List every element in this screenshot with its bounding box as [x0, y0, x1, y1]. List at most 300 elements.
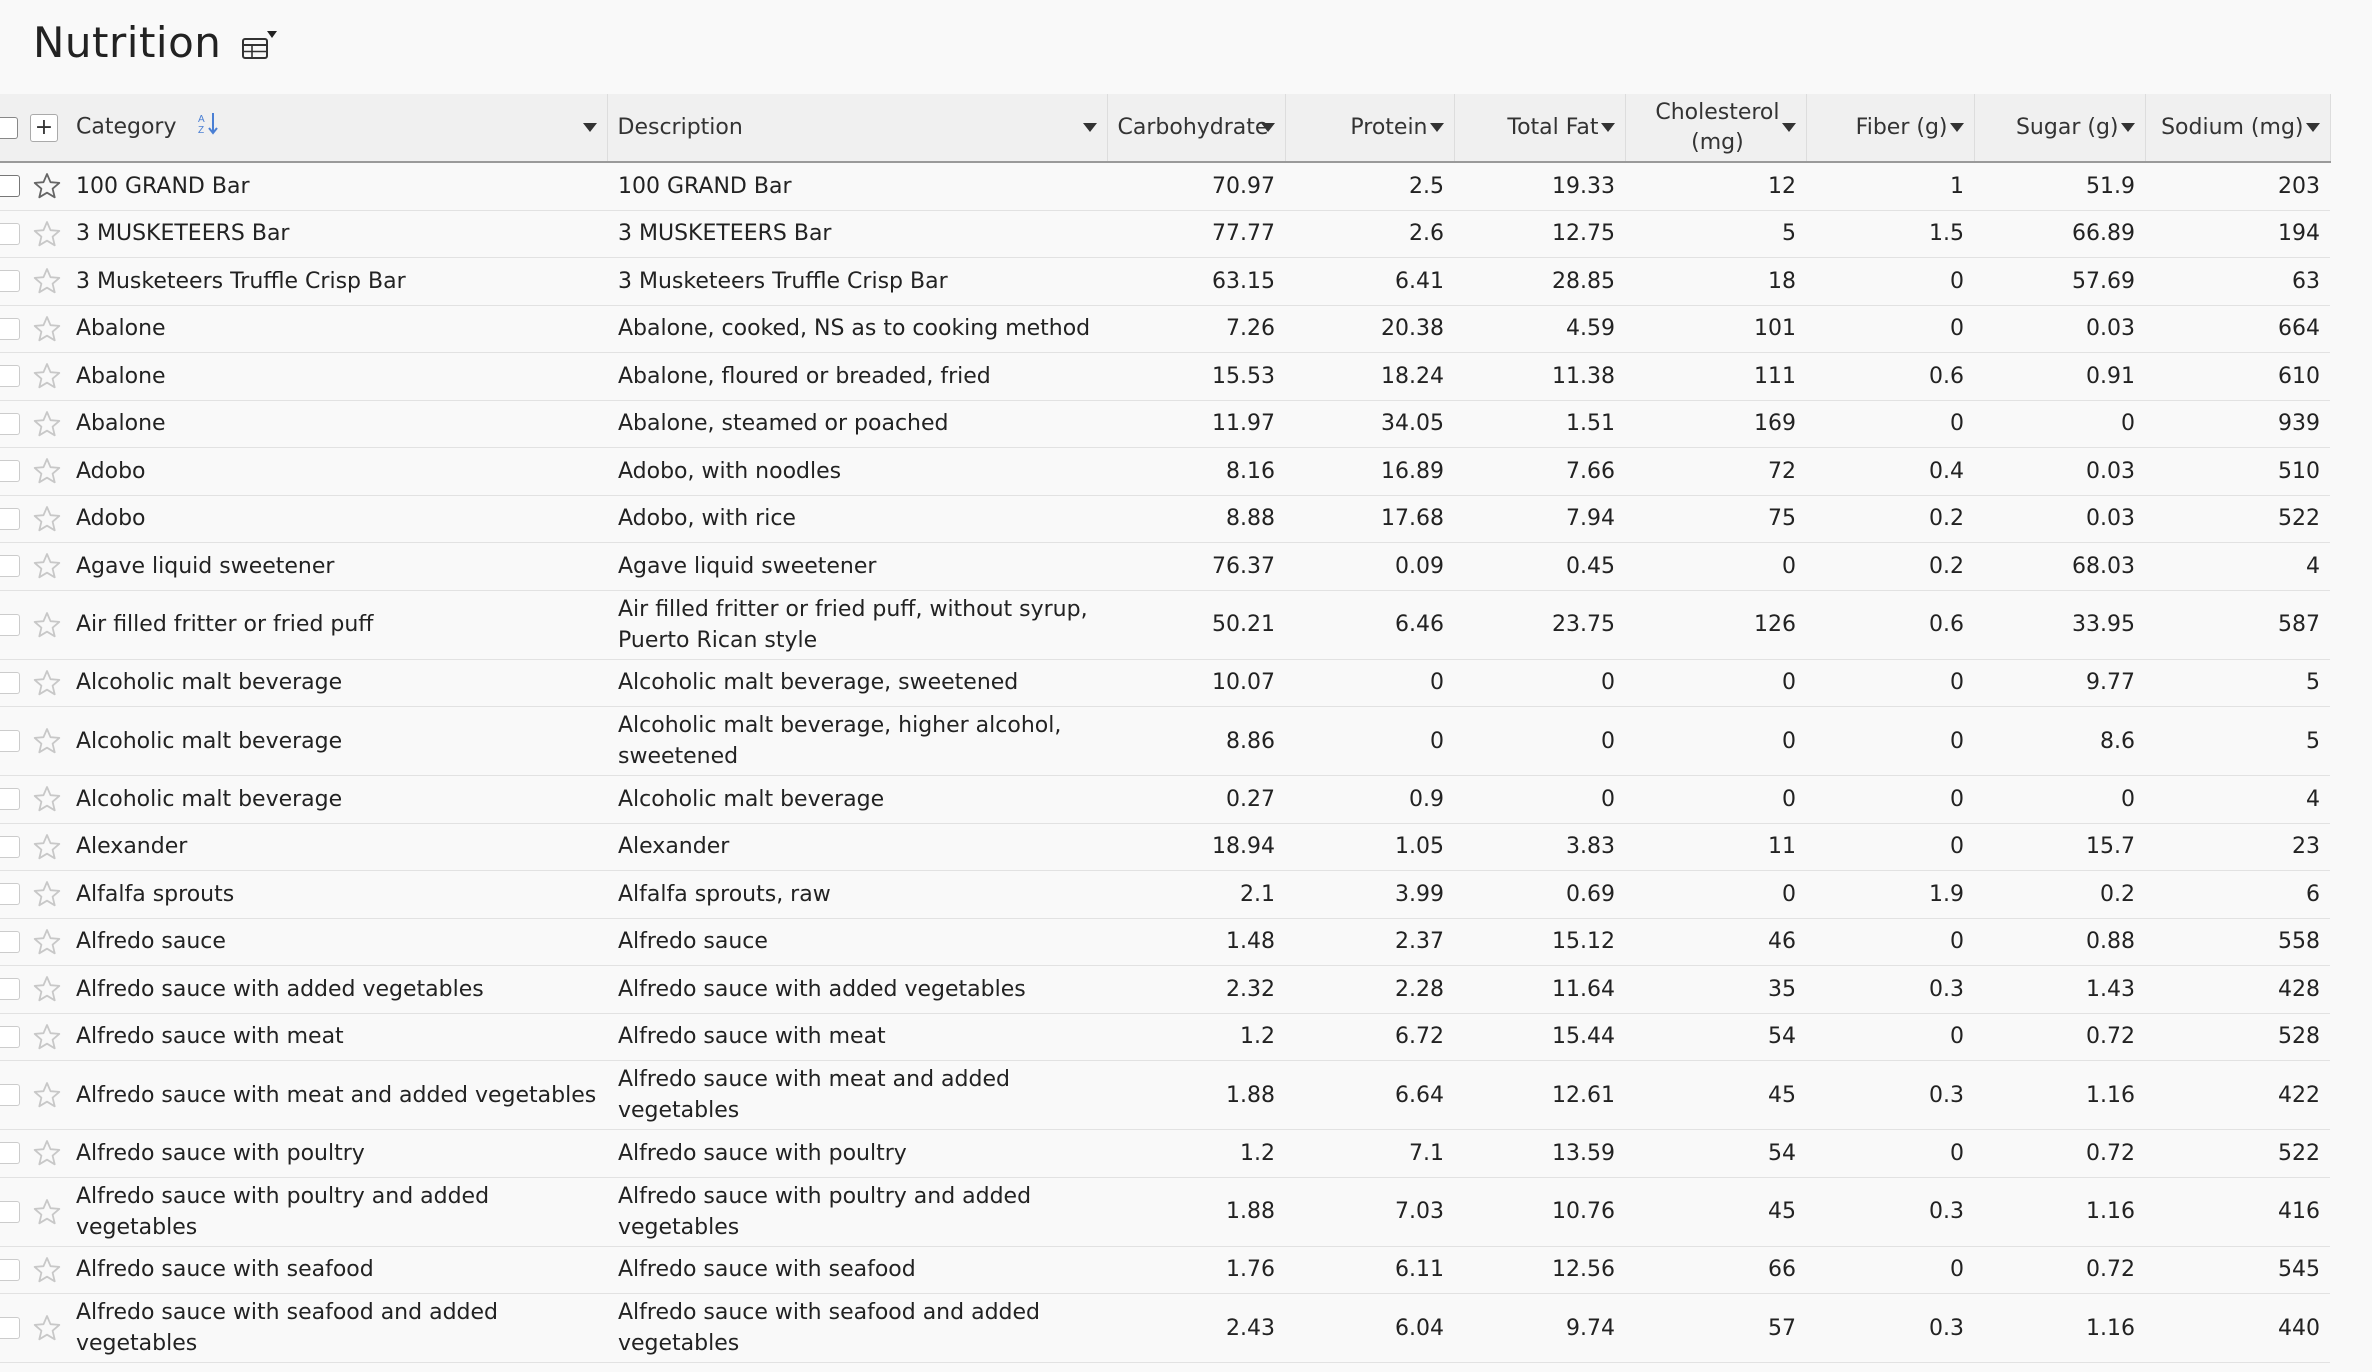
row-checkbox[interactable]	[0, 555, 20, 577]
cell-description[interactable]: Agave liquid sweetener	[607, 543, 1107, 591]
cell-sugar[interactable]: 0.91	[1974, 353, 2145, 401]
cell-total-fat[interactable]: 15.44	[1454, 1013, 1625, 1061]
cell-description[interactable]: 3 Musketeers Truffle Crisp Bar	[607, 258, 1107, 306]
cell-category[interactable]: Alcoholic malt beverage	[66, 776, 607, 824]
star-icon[interactable]	[32, 610, 62, 640]
cell-category[interactable]: Abalone	[66, 353, 607, 401]
cell-sugar[interactable]: 66.89	[1974, 210, 2145, 258]
cell-category[interactable]: Alcoholic malt beverage	[66, 707, 607, 776]
row-select-cell[interactable]	[0, 448, 26, 496]
cell-total-fat[interactable]: 13.59	[1454, 1130, 1625, 1178]
row-select-cell[interactable]	[0, 1177, 26, 1246]
cell-sugar[interactable]: 15.7	[1974, 823, 2145, 871]
cell-cholesterol[interactable]: 45	[1625, 1061, 1806, 1130]
cell-carbohydrate[interactable]: 70.97	[1107, 162, 1285, 210]
cell-sodium[interactable]: 5	[2145, 707, 2330, 776]
cell-carbohydrate[interactable]: 7.26	[1107, 305, 1285, 353]
row-star-cell[interactable]	[26, 353, 66, 401]
column-menu-category-icon[interactable]	[583, 123, 597, 132]
row-checkbox[interactable]	[0, 270, 20, 292]
row-star-cell[interactable]	[26, 1246, 66, 1294]
cell-cholesterol[interactable]: 54	[1625, 1013, 1806, 1061]
star-icon[interactable]	[32, 1080, 62, 1110]
row-star-cell[interactable]	[26, 1177, 66, 1246]
table-row[interactable]	[0, 966, 2330, 1014]
table-row[interactable]	[0, 1061, 2330, 1130]
star-icon[interactable]	[32, 361, 62, 391]
cell-category[interactable]: Alcoholic malt beverage	[66, 659, 607, 707]
cell-protein[interactable]: 6.72	[1285, 1013, 1454, 1061]
row-select-cell[interactable]	[0, 1294, 26, 1363]
cell-total-fat[interactable]: 12.75	[1454, 210, 1625, 258]
table-row[interactable]	[0, 305, 2330, 353]
cell-fiber[interactable]: 0	[1806, 400, 1974, 448]
row-select-cell[interactable]	[0, 400, 26, 448]
cell-fiber[interactable]: 1.5	[1806, 210, 1974, 258]
star-icon[interactable]	[32, 1313, 62, 1343]
row-select-cell[interactable]	[0, 495, 26, 543]
row-select-cell[interactable]	[0, 966, 26, 1014]
cell-protein[interactable]: 1.05	[1285, 823, 1454, 871]
cell-fiber[interactable]: 0.2	[1806, 543, 1974, 591]
cell-description[interactable]: Alfredo sauce with seafood	[607, 1246, 1107, 1294]
row-select-cell[interactable]	[0, 1061, 26, 1130]
cell-category[interactable]: 3 MUSKETEERS Bar	[66, 210, 607, 258]
cell-category[interactable]: Alfredo sauce with meat	[66, 1013, 607, 1061]
cell-protein[interactable]: 7.03	[1285, 1177, 1454, 1246]
cell-cholesterol[interactable]: 126	[1625, 590, 1806, 659]
cell-sodium[interactable]: 522	[2145, 495, 2330, 543]
row-checkbox[interactable]	[0, 730, 20, 752]
row-checkbox[interactable]	[0, 672, 20, 694]
row-select-cell[interactable]	[0, 1246, 26, 1294]
cell-cholesterol[interactable]: 35	[1625, 966, 1806, 1014]
cell-description[interactable]: Adobo, with rice	[607, 495, 1107, 543]
row-star-cell[interactable]	[26, 966, 66, 1014]
row-star-cell[interactable]	[26, 918, 66, 966]
cell-sodium[interactable]: 428	[2145, 966, 2330, 1014]
cell-cholesterol[interactable]: 72	[1625, 448, 1806, 496]
table-row[interactable]	[0, 823, 2330, 871]
cell-description[interactable]: 3 MUSKETEERS Bar	[607, 210, 1107, 258]
star-icon[interactable]	[32, 879, 62, 909]
cell-cholesterol[interactable]: 11	[1625, 823, 1806, 871]
cell-fiber[interactable]: 0	[1806, 823, 1974, 871]
cell-sugar[interactable]: 9.77	[1974, 659, 2145, 707]
cell-fiber[interactable]: 0.6	[1806, 590, 1974, 659]
cell-total-fat[interactable]: 12.56	[1454, 1246, 1625, 1294]
cell-fiber[interactable]: 0	[1806, 776, 1974, 824]
row-select-cell[interactable]	[0, 823, 26, 871]
star-icon[interactable]	[32, 504, 62, 534]
cell-category[interactable]: Abalone	[66, 400, 607, 448]
cell-total-fat[interactable]: 28.85	[1454, 258, 1625, 306]
table-row[interactable]	[0, 1130, 2330, 1178]
table-row[interactable]	[0, 448, 2330, 496]
row-checkbox[interactable]	[0, 318, 20, 340]
cell-fiber[interactable]: 0.2	[1806, 495, 1974, 543]
star-icon[interactable]	[32, 974, 62, 1004]
row-select-cell[interactable]	[0, 305, 26, 353]
cell-protein[interactable]: 7.1	[1285, 1130, 1454, 1178]
row-star-cell[interactable]	[26, 1013, 66, 1061]
cell-sodium[interactable]: 545	[2145, 1246, 2330, 1294]
row-select-cell[interactable]	[0, 258, 26, 306]
table-row[interactable]	[0, 590, 2330, 659]
cell-total-fat[interactable]: 15.12	[1454, 918, 1625, 966]
row-star-cell[interactable]	[26, 590, 66, 659]
cell-description[interactable]: Alfredo sauce with seafood and added vegetables	[607, 1294, 1107, 1363]
column-menu-sugar-icon[interactable]	[2121, 123, 2135, 132]
cell-protein[interactable]: 3.99	[1285, 871, 1454, 919]
table-row[interactable]	[0, 707, 2330, 776]
cell-cholesterol[interactable]: 101	[1625, 305, 1806, 353]
row-star-cell[interactable]	[26, 400, 66, 448]
cell-protein[interactable]: 6.41	[1285, 258, 1454, 306]
cell-protein[interactable]: 6.04	[1285, 1294, 1454, 1363]
cell-carbohydrate[interactable]: 1.88	[1107, 1177, 1285, 1246]
cell-cholesterol[interactable]: 0	[1625, 776, 1806, 824]
cell-sodium[interactable]: 528	[2145, 1013, 2330, 1061]
add-column-button[interactable]: +	[30, 114, 58, 142]
cell-cholesterol[interactable]: 111	[1625, 353, 1806, 401]
star-icon[interactable]	[32, 1022, 62, 1052]
cell-total-fat[interactable]: 10.76	[1454, 1177, 1625, 1246]
cell-cholesterol[interactable]: 12	[1625, 162, 1806, 210]
row-checkbox[interactable]	[0, 508, 20, 530]
cell-sugar[interactable]: 1.43	[1974, 966, 2145, 1014]
cell-total-fat[interactable]: 0	[1454, 707, 1625, 776]
cell-sodium[interactable]: 416	[2145, 1177, 2330, 1246]
cell-description[interactable]: Alfalfa sprouts, raw	[607, 871, 1107, 919]
table-row[interactable]	[0, 210, 2330, 258]
column-header-carbohydrate[interactable]	[1107, 94, 1285, 162]
cell-category[interactable]: 3 Musketeers Truffle Crisp Bar	[66, 258, 607, 306]
column-menu-description-icon[interactable]	[1083, 123, 1097, 132]
cell-fiber[interactable]: 0.3	[1806, 966, 1974, 1014]
cell-category[interactable]: Abalone	[66, 305, 607, 353]
cell-fiber[interactable]: 1	[1806, 162, 1974, 210]
cell-description[interactable]: Alfredo sauce with added vegetables	[607, 966, 1107, 1014]
cell-cholesterol[interactable]: 0	[1625, 659, 1806, 707]
star-icon[interactable]	[32, 1138, 62, 1168]
row-checkbox[interactable]	[0, 788, 20, 810]
row-star-cell[interactable]	[26, 659, 66, 707]
cell-carbohydrate[interactable]: 2.43	[1107, 1294, 1285, 1363]
cell-sugar[interactable]: 33.95	[1974, 590, 2145, 659]
column-header-sodium[interactable]	[2145, 94, 2330, 162]
row-star-cell[interactable]	[26, 448, 66, 496]
star-icon[interactable]	[32, 409, 62, 439]
row-select-cell[interactable]	[0, 590, 26, 659]
cell-sodium[interactable]: 6	[2145, 871, 2330, 919]
cell-sugar[interactable]: 0.03	[1974, 495, 2145, 543]
column-menu-protein-icon[interactable]	[1430, 123, 1444, 132]
cell-cholesterol[interactable]: 5	[1625, 210, 1806, 258]
cell-category[interactable]: 100 GRAND Bar	[66, 162, 607, 210]
column-menu-carbohydrate-icon[interactable]	[1261, 123, 1275, 132]
cell-description[interactable]: Abalone, steamed or poached	[607, 400, 1107, 448]
cell-fiber[interactable]: 0	[1806, 1130, 1974, 1178]
row-checkbox[interactable]	[0, 978, 20, 1000]
cell-sodium[interactable]: 5	[2145, 659, 2330, 707]
cell-description[interactable]: Alcoholic malt beverage, sweetened	[607, 659, 1107, 707]
cell-carbohydrate[interactable]: 8.16	[1107, 448, 1285, 496]
row-checkbox[interactable]	[0, 883, 20, 905]
cell-cholesterol[interactable]: 0	[1625, 707, 1806, 776]
cell-fiber[interactable]: 0.3	[1806, 1177, 1974, 1246]
row-checkbox[interactable]	[0, 1201, 20, 1223]
cell-protein[interactable]: 6.46	[1285, 590, 1454, 659]
column-menu-cholesterol-icon[interactable]	[1782, 123, 1796, 132]
cell-sugar[interactable]: 0.72	[1974, 1130, 2145, 1178]
cell-cholesterol[interactable]: 66	[1625, 1246, 1806, 1294]
cell-description[interactable]: 100 GRAND Bar	[607, 162, 1107, 210]
row-checkbox[interactable]	[0, 1259, 20, 1281]
cell-description[interactable]: Alfredo sauce with meat and added vegetables	[607, 1061, 1107, 1130]
cell-fiber[interactable]: 0.3	[1806, 1061, 1974, 1130]
cell-total-fat[interactable]: 23.75	[1454, 590, 1625, 659]
cell-description[interactable]: Alcoholic malt beverage	[607, 776, 1107, 824]
star-icon[interactable]	[32, 668, 62, 698]
cell-description[interactable]: Air filled fritter or fried puff, without syrup, Puerto Rican style	[607, 590, 1107, 659]
cell-sugar[interactable]: 8.6	[1974, 707, 2145, 776]
cell-cholesterol[interactable]: 54	[1625, 1130, 1806, 1178]
cell-sugar[interactable]: 0.72	[1974, 1246, 2145, 1294]
cell-total-fat[interactable]: 9.74	[1454, 1294, 1625, 1363]
cell-total-fat[interactable]: 3.83	[1454, 823, 1625, 871]
row-checkbox[interactable]	[0, 223, 20, 245]
cell-sugar[interactable]: 1.16	[1974, 1061, 2145, 1130]
star-icon[interactable]	[32, 784, 62, 814]
cell-sodium[interactable]: 939	[2145, 400, 2330, 448]
cell-sugar[interactable]: 0.2	[1974, 871, 2145, 919]
cell-carbohydrate[interactable]: 8.86	[1107, 707, 1285, 776]
cell-sugar[interactable]: 0.72	[1974, 1013, 2145, 1061]
row-checkbox[interactable]	[0, 1317, 20, 1339]
table-row[interactable]	[0, 776, 2330, 824]
star-icon[interactable]	[32, 551, 62, 581]
cell-carbohydrate[interactable]: 15.53	[1107, 353, 1285, 401]
cell-fiber[interactable]: 0.3	[1806, 1294, 1974, 1363]
star-icon[interactable]	[32, 219, 62, 249]
table-row[interactable]	[0, 162, 2330, 210]
table-row[interactable]	[0, 543, 2330, 591]
cell-category[interactable]: Alfalfa sprouts	[66, 871, 607, 919]
row-select-cell[interactable]	[0, 1130, 26, 1178]
row-star-cell[interactable]	[26, 543, 66, 591]
star-icon[interactable]	[32, 456, 62, 486]
row-checkbox[interactable]	[0, 1142, 20, 1164]
cell-fiber[interactable]: 1.9	[1806, 871, 1974, 919]
cell-protein[interactable]: 17.68	[1285, 495, 1454, 543]
star-icon[interactable]	[32, 927, 62, 957]
cell-carbohydrate[interactable]: 50.21	[1107, 590, 1285, 659]
cell-protein[interactable]: 18.24	[1285, 353, 1454, 401]
cell-protein[interactable]: 0.9	[1285, 776, 1454, 824]
cell-description[interactable]: Alexander	[607, 823, 1107, 871]
cell-protein[interactable]: 2.6	[1285, 210, 1454, 258]
cell-total-fat[interactable]: 19.33	[1454, 162, 1625, 210]
cell-description[interactable]: Alfredo sauce with poultry	[607, 1130, 1107, 1178]
row-star-cell[interactable]	[26, 871, 66, 919]
cell-sugar[interactable]: 1.16	[1974, 1177, 2145, 1246]
cell-sugar[interactable]: 0.03	[1974, 448, 2145, 496]
cell-cholesterol[interactable]: 18	[1625, 258, 1806, 306]
row-star-cell[interactable]	[26, 258, 66, 306]
cell-sodium[interactable]: 194	[2145, 210, 2330, 258]
row-checkbox[interactable]	[0, 836, 20, 858]
cell-description[interactable]: Adobo, with noodles	[607, 448, 1107, 496]
row-star-cell[interactable]	[26, 1294, 66, 1363]
column-header-protein[interactable]	[1285, 94, 1454, 162]
cell-carbohydrate[interactable]: 1.76	[1107, 1246, 1285, 1294]
table-row[interactable]	[0, 1177, 2330, 1246]
cell-fiber[interactable]: 0	[1806, 1013, 1974, 1061]
table-row[interactable]	[0, 495, 2330, 543]
row-star-cell[interactable]	[26, 210, 66, 258]
cell-protein[interactable]: 2.5	[1285, 162, 1454, 210]
cell-sodium[interactable]: 422	[2145, 1061, 2330, 1130]
cell-description[interactable]: Abalone, cooked, NS as to cooking method	[607, 305, 1107, 353]
column-header-category[interactable]	[66, 94, 607, 162]
cell-sodium[interactable]: 610	[2145, 353, 2330, 401]
row-select-cell[interactable]	[0, 871, 26, 919]
cell-fiber[interactable]: 0.4	[1806, 448, 1974, 496]
cell-category[interactable]: Alfredo sauce with meat and added vegetables	[66, 1061, 607, 1130]
cell-category[interactable]: Alfredo sauce with poultry and added vegetables	[66, 1177, 607, 1246]
cell-total-fat[interactable]: 4.59	[1454, 305, 1625, 353]
cell-carbohydrate[interactable]: 1.2	[1107, 1130, 1285, 1178]
star-icon[interactable]	[32, 171, 62, 201]
row-star-cell[interactable]	[26, 495, 66, 543]
row-star-cell[interactable]	[26, 1061, 66, 1130]
cell-category[interactable]: Alfredo sauce with poultry	[66, 1130, 607, 1178]
row-star-cell[interactable]	[26, 707, 66, 776]
column-header-total-fat[interactable]	[1454, 94, 1625, 162]
star-icon[interactable]	[32, 314, 62, 344]
row-select-cell[interactable]	[0, 707, 26, 776]
cell-sugar[interactable]: 1.16	[1974, 1294, 2145, 1363]
cell-cholesterol[interactable]: 75	[1625, 495, 1806, 543]
row-checkbox[interactable]	[0, 175, 20, 197]
cell-fiber[interactable]: 0	[1806, 1246, 1974, 1294]
cell-cholesterol[interactable]: 0	[1625, 543, 1806, 591]
cell-sodium[interactable]: 522	[2145, 1130, 2330, 1178]
cell-carbohydrate[interactable]: 77.77	[1107, 210, 1285, 258]
row-checkbox[interactable]	[0, 413, 20, 435]
select-all-box[interactable]	[0, 117, 18, 139]
table-row[interactable]	[0, 871, 2330, 919]
cell-total-fat[interactable]: 7.66	[1454, 448, 1625, 496]
sort-ascending-icon[interactable]	[198, 111, 220, 144]
cell-sodium[interactable]: 440	[2145, 1294, 2330, 1363]
table-row[interactable]	[0, 353, 2330, 401]
cell-cholesterol[interactable]: 169	[1625, 400, 1806, 448]
row-checkbox[interactable]	[0, 1026, 20, 1048]
select-all-checkbox[interactable]	[0, 94, 26, 162]
cell-description[interactable]: Alfredo sauce with meat	[607, 1013, 1107, 1061]
cell-sodium[interactable]: 203	[2145, 162, 2330, 210]
row-select-cell[interactable]	[0, 162, 26, 210]
cell-protein[interactable]: 6.64	[1285, 1061, 1454, 1130]
row-select-cell[interactable]	[0, 543, 26, 591]
cell-carbohydrate[interactable]: 10.07	[1107, 659, 1285, 707]
table-row[interactable]	[0, 1013, 2330, 1061]
cell-total-fat[interactable]: 11.64	[1454, 966, 1625, 1014]
cell-description[interactable]: Alfredo sauce with poultry and added vegetables	[607, 1177, 1107, 1246]
row-select-cell[interactable]	[0, 210, 26, 258]
column-menu-fiber-icon[interactable]	[1950, 123, 1964, 132]
column-menu-total-fat-icon[interactable]	[1601, 123, 1615, 132]
cell-sugar[interactable]: 0.03	[1974, 305, 2145, 353]
cell-sugar[interactable]: 68.03	[1974, 543, 2145, 591]
cell-total-fat[interactable]: 0.69	[1454, 871, 1625, 919]
cell-carbohydrate[interactable]: 76.37	[1107, 543, 1285, 591]
cell-carbohydrate[interactable]: 63.15	[1107, 258, 1285, 306]
cell-carbohydrate[interactable]: 8.88	[1107, 495, 1285, 543]
table-view-icon[interactable]	[241, 31, 277, 61]
row-star-cell[interactable]	[26, 1130, 66, 1178]
row-select-cell[interactable]	[0, 776, 26, 824]
row-select-cell[interactable]	[0, 1013, 26, 1061]
star-icon[interactable]	[32, 266, 62, 296]
table-row[interactable]	[0, 258, 2330, 306]
cell-total-fat[interactable]: 1.51	[1454, 400, 1625, 448]
cell-total-fat[interactable]: 0	[1454, 776, 1625, 824]
cell-category[interactable]: Alfredo sauce with seafood and added vegetables	[66, 1294, 607, 1363]
cell-total-fat[interactable]: 11.38	[1454, 353, 1625, 401]
cell-sodium[interactable]: 23	[2145, 823, 2330, 871]
column-header-fiber[interactable]	[1806, 94, 1974, 162]
cell-cholesterol[interactable]: 57	[1625, 1294, 1806, 1363]
cell-sugar[interactable]: 0	[1974, 400, 2145, 448]
row-checkbox[interactable]	[0, 460, 20, 482]
cell-protein[interactable]: 6.11	[1285, 1246, 1454, 1294]
cell-fiber[interactable]: 0	[1806, 305, 1974, 353]
cell-category[interactable]: Agave liquid sweetener	[66, 543, 607, 591]
cell-sodium[interactable]: 4	[2145, 543, 2330, 591]
cell-carbohydrate[interactable]: 18.94	[1107, 823, 1285, 871]
cell-fiber[interactable]: 0	[1806, 918, 1974, 966]
cell-category[interactable]: Adobo	[66, 495, 607, 543]
star-icon[interactable]	[32, 1255, 62, 1285]
cell-category[interactable]: Alfredo sauce	[66, 918, 607, 966]
cell-category[interactable]: Alexander	[66, 823, 607, 871]
table-row[interactable]	[0, 1294, 2330, 1363]
row-star-cell[interactable]	[26, 162, 66, 210]
star-icon[interactable]	[32, 832, 62, 862]
cell-protein[interactable]: 2.37	[1285, 918, 1454, 966]
cell-sugar[interactable]: 57.69	[1974, 258, 2145, 306]
cell-category[interactable]: Adobo	[66, 448, 607, 496]
cell-protein[interactable]: 0	[1285, 707, 1454, 776]
row-star-cell[interactable]	[26, 305, 66, 353]
cell-sodium[interactable]: 4	[2145, 776, 2330, 824]
row-checkbox[interactable]	[0, 614, 20, 636]
cell-fiber[interactable]: 0	[1806, 258, 1974, 306]
cell-fiber[interactable]: 0	[1806, 659, 1974, 707]
cell-sodium[interactable]: 510	[2145, 448, 2330, 496]
row-select-cell[interactable]	[0, 353, 26, 401]
cell-fiber[interactable]: 0	[1806, 707, 1974, 776]
cell-sodium[interactable]: 664	[2145, 305, 2330, 353]
row-checkbox[interactable]	[0, 365, 20, 387]
star-icon[interactable]	[32, 726, 62, 756]
cell-total-fat[interactable]: 12.61	[1454, 1061, 1625, 1130]
cell-cholesterol[interactable]: 45	[1625, 1177, 1806, 1246]
column-menu-sodium-icon[interactable]	[2306, 123, 2320, 132]
